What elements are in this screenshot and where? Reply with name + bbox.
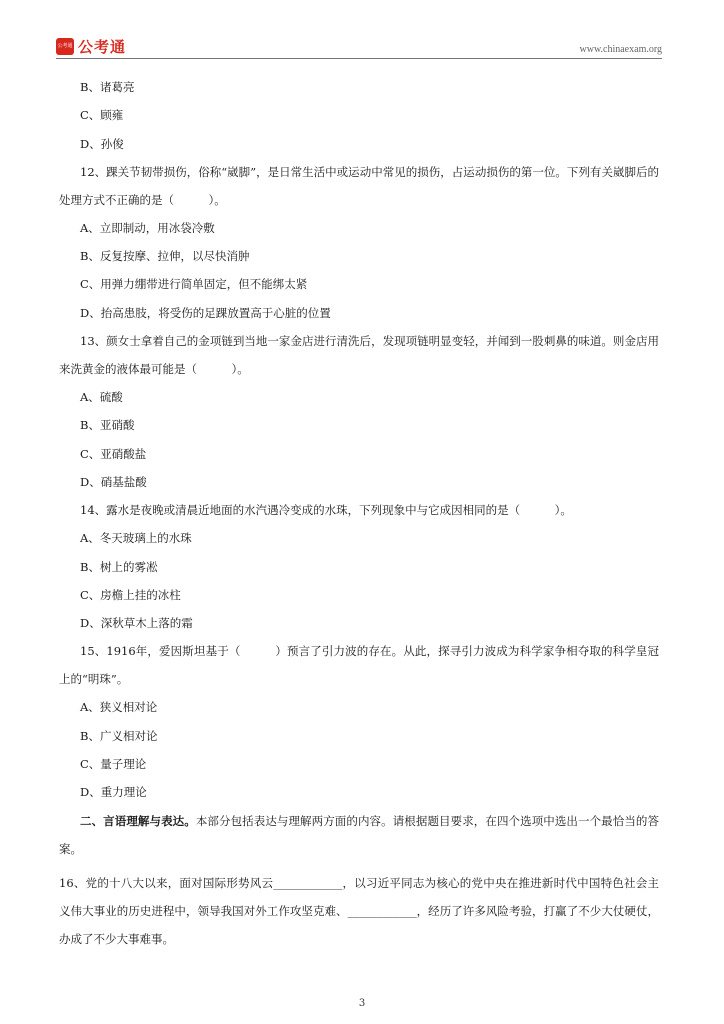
- q15-option-c: C、量子理论: [80, 757, 147, 772]
- q16-stem: 16、党的十八大以来，面对国际形势风云____________，以习近平同志为核心的党中央在推进新时代中国特色社会主义伟大事业的历史进程中，领导我国对外工作攻坚克难、____________，经历了许多风险考验，打赢了不少大仗硬仗，办成了不少大事难事。: [59, 875, 659, 946]
- q13-option-c: C、亚硝酸盐: [80, 446, 147, 461]
- logo-text: 公考通: [78, 38, 127, 56]
- q15-option-d: D、重力理论: [80, 785, 147, 800]
- header-divider: [56, 58, 662, 59]
- q12-option-a: A、立即制动，用冰袋冷敷: [80, 220, 215, 235]
- q14-option-c: C、房檐上挂的冰柱: [80, 587, 181, 602]
- logo-badge-icon: 公考通: [56, 38, 74, 55]
- page-number: 3: [358, 998, 366, 1009]
- q11-option-d: D、孙俊: [80, 136, 124, 151]
- document-body: [59, 73, 659, 953]
- q15-option-b: B、广义相对论: [80, 728, 158, 743]
- q12-option-d: D、抬高患肢，将受伤的足踝放置高于心脏的位置: [80, 305, 331, 320]
- q12-option-c: C、用弹力绷带进行简单固定，但不能绑太紧: [80, 277, 308, 292]
- q11-option-c: C、顾雍: [80, 108, 124, 123]
- q13-option-b: B、亚硝酸: [80, 418, 135, 433]
- logo: [56, 36, 126, 57]
- q13-option-d: D、硝基盐酸: [80, 474, 147, 489]
- q14-option-b: B、树上的雾凇: [80, 559, 158, 574]
- section-2-title: 二、言语理解与表达。: [80, 813, 196, 828]
- q15-option-a: A、狭义相对论: [80, 700, 158, 715]
- page-header: [56, 36, 662, 58]
- q12-stem: 12、踝关节韧带损伤，俗称“崴脚”，是日常生活中或运动中常见的损伤，占运动损伤的第一位。下列有关崴脚后的处理方式不正确的是（ ）。: [59, 164, 659, 207]
- q14-option-a: A、冬天玻璃上的水珠: [80, 531, 192, 546]
- site-url[interactable]: www.chinaexam.org: [579, 44, 662, 55]
- q13-stem: 13、颜女士拿着自己的金项链到当地一家金店进行清洗后，发现项链明显变轻，并闻到一股刺鼻的味道。则金店用来洗黄金的液体最可能是（ ）。: [59, 334, 659, 377]
- q11-option-b: B、诸葛亮: [80, 80, 135, 94]
- q14-option-d: D、深秋草木上落的霜: [80, 616, 193, 631]
- q15-stem: 15、1916年，爱因斯坦基于（ ）预言了引力波的存在。从此，探寻引力波成为科学家争相夺取的科学皇冠上的“明珠”。: [59, 644, 659, 687]
- q14-stem: 14、露水是夜晚或清晨近地面的水汽遇冷变成的水珠，下列现象中与它成因相同的是（ ）。: [80, 503, 572, 518]
- q12-option-b: B、反复按摩、拉伸，以尽快消肿: [80, 249, 250, 264]
- section-2-description: 本部分包括表达与理解两方面的内容。请根据题目要求，在四个选项中选出一个最恰当的答案。: [59, 813, 660, 856]
- q13-option-a: A、硫酸: [80, 390, 123, 405]
- section-2-intro: [59, 807, 659, 863]
